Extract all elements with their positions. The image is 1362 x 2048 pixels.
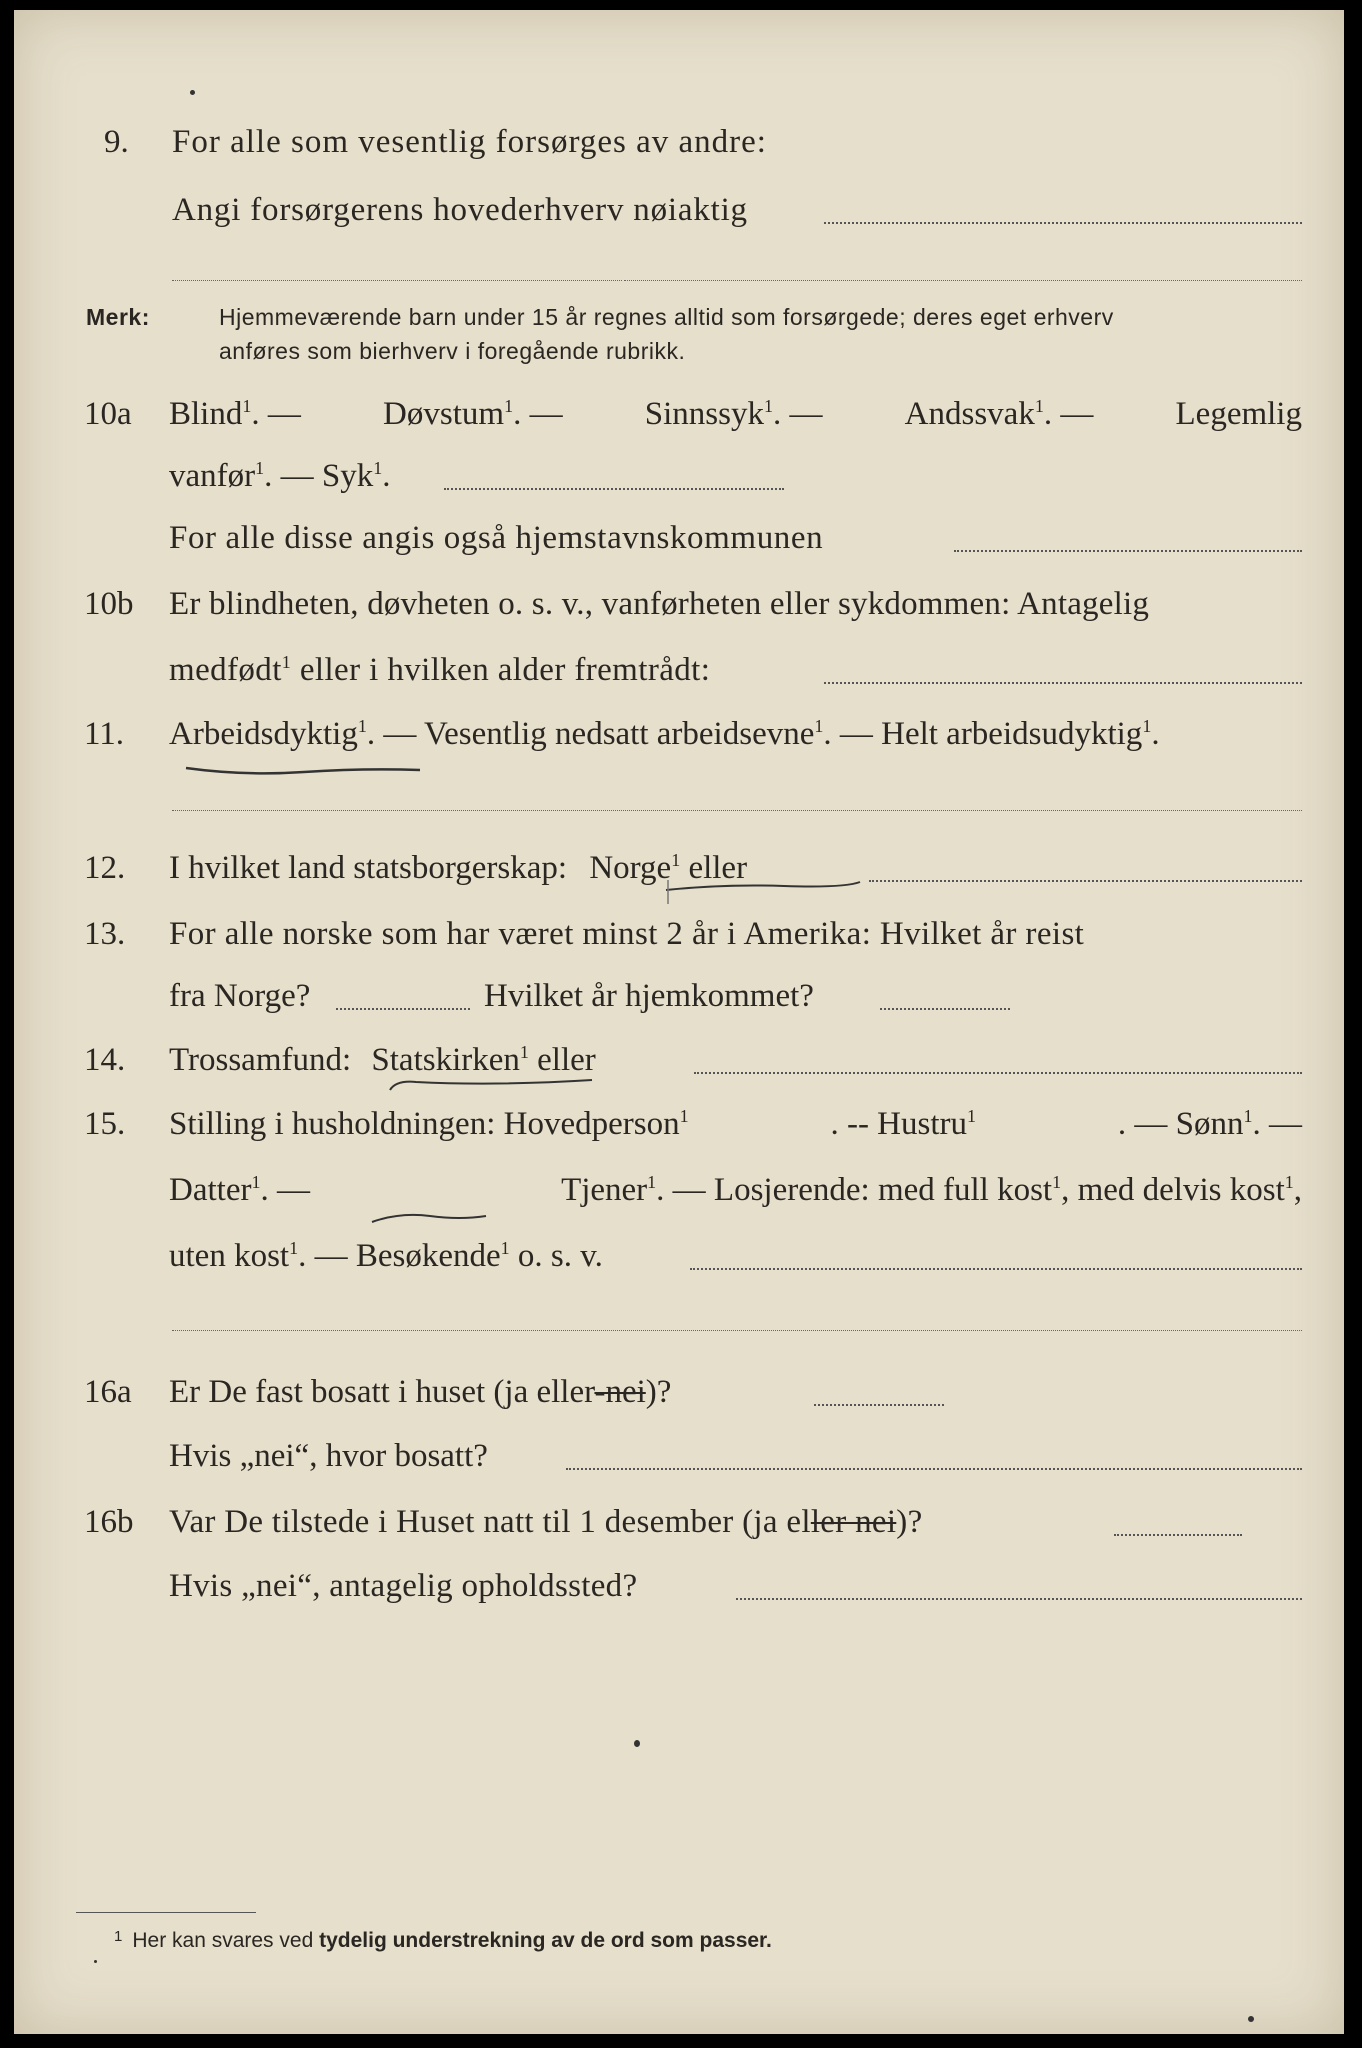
opt-sinnssyk[interactable]: Sinnssyk [644, 396, 764, 432]
q12-line: I hvilket land statsborgerskap: Norge$^1$ eller [169, 850, 748, 886]
q9-number: 9. [104, 124, 129, 160]
opt-norge[interactable]: Norge [589, 850, 672, 886]
footnote: $^1$ Her kan svares ved tydelig understrekning av de ord som passer. [114, 1928, 772, 1952]
q10a-syk-line[interactable] [444, 488, 784, 490]
q15-number: 15. [84, 1106, 126, 1142]
q14-number: 14. [84, 1042, 126, 1078]
opt-dovstum[interactable]: Døvstum [383, 396, 505, 432]
q10b-number: 10b [84, 586, 134, 622]
q16a-answer-line[interactable] [814, 1404, 944, 1406]
q9-line2: Angi forsørgerens hovederhverv nøiaktig [172, 192, 748, 228]
opt-andssvak[interactable]: Andssvak [904, 396, 1035, 432]
q16a-number: 16a [84, 1374, 132, 1410]
q16a-bosatt-line[interactable] [566, 1468, 1302, 1470]
q10b-alder-line[interactable] [824, 682, 1302, 684]
q10a-line3: For alle disse angis også hjemstavnskommunen [169, 520, 824, 556]
q15-line2: Datter$^1$. — Tjener$^1$. — Losjerende: med full kost$^1$, med delvis kost$^1$, [169, 1172, 1302, 1208]
q13-hjemkommet-line[interactable] [880, 1008, 1010, 1010]
q9-extra-line-a[interactable] [172, 280, 622, 281]
q16a-line1: Er De fast bosatt i huset (ja eller-nei)? [169, 1374, 672, 1410]
footnote-rule [76, 1912, 256, 1913]
opt-legemlig[interactable]: Legemlig [1175, 396, 1302, 432]
q16b-line1: Var De tilstede i Huset natt til 1 desember (ja eller nei)? [169, 1504, 923, 1540]
opt-medfodt[interactable]: medfødt [169, 652, 282, 688]
q9-answer-line[interactable] [824, 222, 1302, 224]
arbeidsdyktig-underline [184, 762, 424, 778]
q10a-line2: vanfør$^1$. — Syk$^1$. [169, 458, 391, 494]
q10a-line1: Blind$^1$. — Døvstum$^1$. — Sinnssyk$^1$. — Andssvak$^1$. — Legemlig [169, 396, 1302, 432]
opt-vanfor[interactable]: vanfør [169, 458, 256, 494]
opt-syk[interactable]: Syk [321, 458, 374, 494]
opt-arbeidsdyktig[interactable]: Arbeidsdyktig [169, 716, 358, 752]
q10a-number: 10a [84, 396, 132, 432]
census-form-page [14, 10, 1344, 2034]
q15-line1: Stilling i husholdningen: Hovedperson$^1$ . -- Hustru$^1$ . — Sønn$^1$. — [169, 1106, 1302, 1142]
norge-underline [664, 876, 864, 906]
q15-extra-line[interactable] [172, 1330, 1302, 1331]
q13-reist-line[interactable] [336, 1008, 470, 1010]
q15-line3: uten kost$^1$. — Besøkende$^1$ o. s. v. [169, 1238, 603, 1274]
q13-line1: For alle norske som har været minst 2 år i Amerika: Hvilket år reist [169, 916, 1085, 952]
q13-fra: fra Norge? [169, 978, 311, 1014]
q14-answer-line[interactable] [694, 1072, 1302, 1074]
q16a-line2: Hvis „nei“, hvor bosatt? [169, 1438, 488, 1474]
q16b-answer-line[interactable] [1114, 1534, 1242, 1536]
q11-line: Arbeidsdyktig$^1$. — Vesentlig nedsatt arbeidsevne$^1$. — Helt arbeidsudyktig$^1$. [169, 716, 1160, 752]
statskirken-underline [386, 1076, 596, 1096]
q10a-hjemstavn-line[interactable] [954, 550, 1302, 552]
q10b-line2: medfødt$^1$ eller i hvilken alder fremtrådt: [169, 652, 711, 688]
speck-mark [634, 1740, 640, 1747]
q16b-number: 16b [84, 1504, 134, 1540]
merk-line2: anføres som bierhverv i foregående rubrikk. [219, 338, 686, 364]
q13-number: 13. [84, 916, 126, 952]
opt-datter[interactable]: Datter [169, 1172, 252, 1208]
q12-number: 12. [84, 850, 126, 886]
opt-blind[interactable]: Blind [169, 396, 243, 432]
q15-answer-line[interactable] [690, 1268, 1302, 1270]
q16b-line2: Hvis „nei“, antagelig opholdssted? [169, 1568, 638, 1604]
q9-extra-line-b[interactable] [624, 280, 1302, 281]
speck-mark [190, 90, 195, 95]
q11-extra-line[interactable] [172, 810, 1302, 811]
q13-hjem: Hvilket år hjemkommet? [484, 978, 814, 1014]
tjener-underline [370, 1210, 490, 1228]
merk-line1: Hjemmeværende barn under 15 år regnes alltid som forsørgede; deres eget erhverv [219, 304, 1114, 330]
speck-mark [1248, 2016, 1254, 2022]
q16b-opholdssted-line[interactable] [736, 1598, 1302, 1600]
footnote-marker: 1 [114, 1928, 123, 1945]
q11-number: 11. [84, 716, 125, 752]
q10b-line1: Er blindheten, døvheten o. s. v., vanførheten eller sykdommen: Antagelig [169, 586, 1150, 622]
q12-answer-line[interactable] [869, 880, 1302, 882]
q14-line: Trossamfund: Statskirken$^1$ eller [169, 1042, 596, 1078]
speck-mark [94, 1960, 97, 1963]
q9-line1: For alle som vesentlig forsørges av andre: [172, 124, 767, 160]
opt-tjener[interactable]: Tjener [561, 1172, 648, 1208]
merk-label: Merk: [86, 304, 150, 330]
opt-statskirken[interactable]: Statskirken [371, 1042, 520, 1078]
